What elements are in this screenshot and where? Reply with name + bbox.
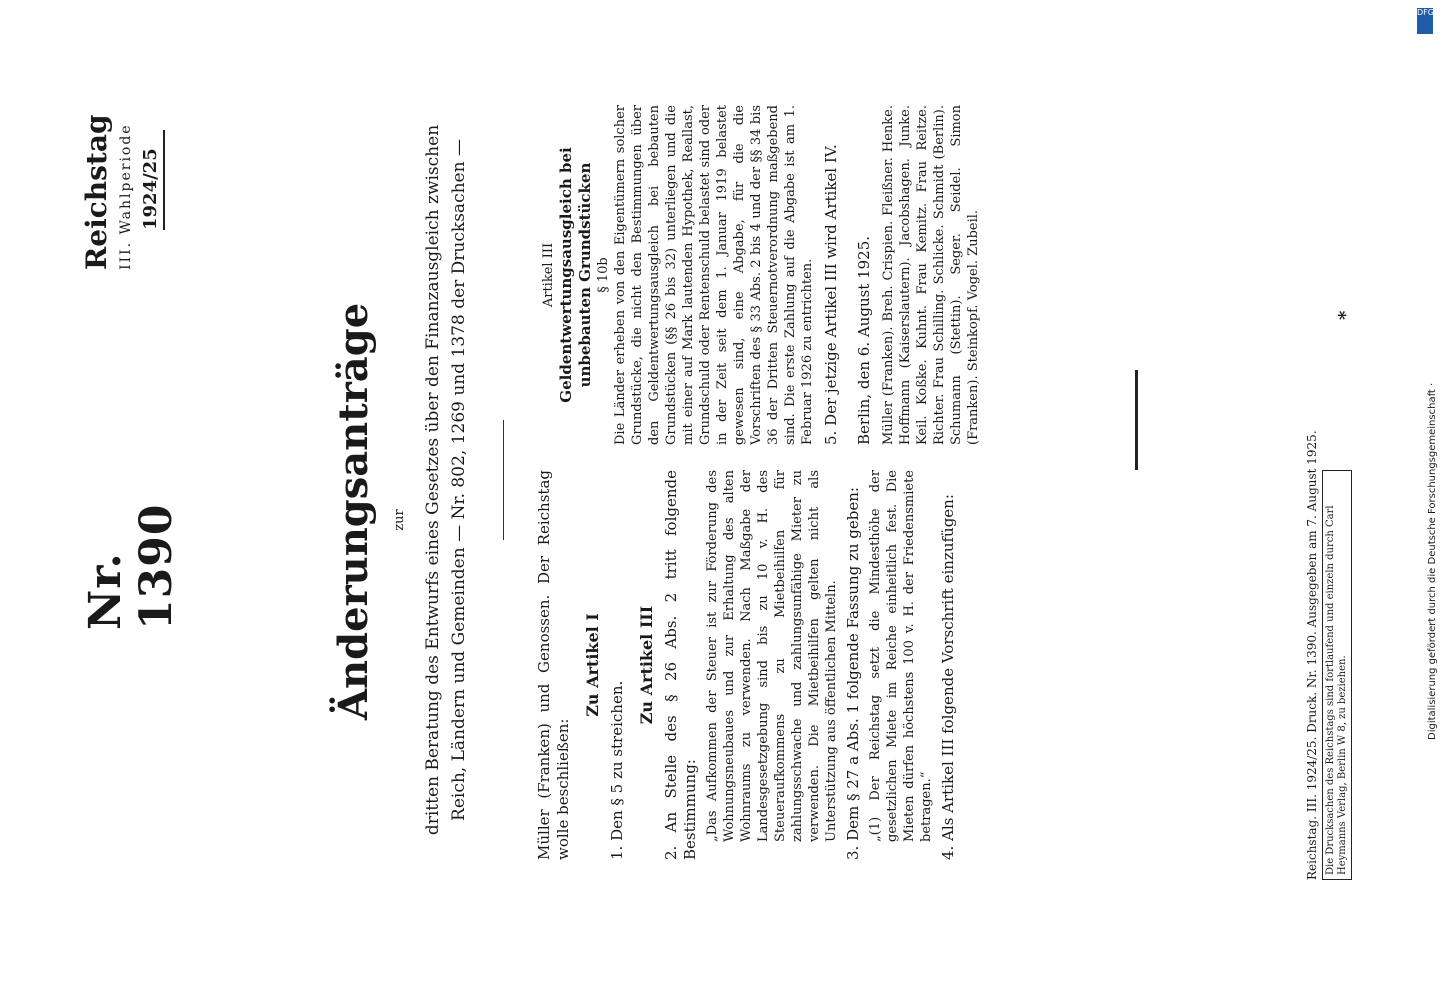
article-title: Geldentwertungsausgleich bei unbebauten Grundstücken — [557, 147, 594, 403]
motion-item-2-text: „Das Aufkommen der Steuer ist zur Förderung des Wohnungsneubaues und zur Erhaltung des alten Wohnraums zu verwenden. Nach Maßgabe der Landesgesetzgebung sind bis zu 10 v. H. des Steueraufkommens zu Mietbeihilfen für zahlungsschwache und zahlungsunfähige Mieter zu verwenden. Die Mietbeihilfen gelten nicht als Unterstützung aus öffentlichen Mitteln. — [705, 470, 839, 842]
motion-item-1: 1. Den § 5 zu streichen. — [608, 680, 626, 860]
article-label: Artikel III — [541, 242, 556, 308]
document-number: Nr. 1390 — [80, 503, 182, 630]
asterisk-mark: * — [1335, 310, 1356, 320]
publisher-notice: Die Drucksachen des Reichstags sind fortlaufend und einzeln durch Carl Heymanns Verlag, Berlin W 8, zu beziehen. — [1322, 470, 1352, 880]
reichstag-heading: Reichstag — [80, 114, 113, 270]
separator-rule — [503, 420, 504, 540]
period-label: III. Wahlperiode — [118, 123, 134, 270]
motion-item-2: 2. An Stelle des § 26 Abs. 2 tritt folgende Bestimmung: — [662, 470, 699, 860]
article-body: Die Länder erheben von den Eigentümern solcher Grundstücke, die nicht den Bestimmungen über den Geldentwertungsausgleich bei bebauten Grundstücken (§§ 26 bis 32) unterliegen und die mit einer auf Mark lautenden Hypothek, Reallast, Grundschuld oder Rentenschuld belastet sind oder in der Zeit seit dem 1. Januar 1919 belastet gewesen sind, eine Abgabe, für die die Vorschriften des § 33 Abs. 2 bis 4 und der §§ 34 bis 36 der Dritten Steuernotverordnung maßgebend sind. Die erste Zahlung auf die Abgabe ist am 1. Februar 1926 zu entrichten. — [613, 105, 815, 445]
place-date: Berlin, den 6. August 1925. — [855, 235, 873, 445]
title-connector: zur — [392, 509, 407, 531]
end-rule — [1135, 370, 1138, 470]
motion-item-5: 5. Der jetzige Artikel III wird Artikel IV. — [822, 144, 840, 445]
motion-item-3-text: „(1) Der Reichstag setzt die Mindesthöhe der gesetzlichen Miete im Reiche einheitlich fest. Die Mieten dürfen höchstens 100 v. H. der Friedensmiete betragen.“ — [868, 470, 934, 842]
left-column — [535, 470, 962, 860]
right-column — [540, 105, 988, 445]
funding-notice: Digitalisierung gefördert durch die Deutsche Forschungsgemeinschaft · — [1427, 382, 1438, 740]
heading-article-1: Zu Artikel I — [583, 613, 602, 717]
rotated-document-page — [40, 80, 1390, 960]
document-title: Änderungsanträge — [330, 302, 377, 720]
document-description: dritten Beratung des Entwurfs eines Gesetzes über den Finanzausgleich zwischen Reich, Ländern und Gemeinden — Nr. 802, 1269 und 1378 der Drucksachen — — [423, 124, 469, 836]
heading-article-3: Zu Artikel III — [637, 605, 656, 725]
motion-item-3: 3. Dem § 27 a Abs. 1 folgende Fassung zu geben: — [844, 487, 862, 860]
period-years: 1924/25 — [140, 130, 165, 230]
motion-intro: Müller (Franken) und Genossen. Der Reichstag wolle beschließen: — [535, 470, 572, 860]
section-number: § 10b — [596, 257, 611, 293]
dfg-logo-icon: DFG — [1417, 8, 1433, 34]
print-imprint: Reichstag. III. 1924/25. Druck. Nr. 1390. Ausgegeben am 7. August 1925. — [1305, 430, 1319, 880]
motion-item-4: 4. Als Artikel III folgende Vorschrift einzufügen: — [939, 494, 957, 860]
signatories: Müller (Franken). Breh. Crispien. Fleißner. Henke. Hoffmann (Kaiserslautern). Jacobshagen. Junke. Keil. Koßke. Kuhnt. Frau Kemitz. Frau Reitze. Richter. Frau Schilling. Schlicke. Schmidt (Berlin). Schumann (Stettin). Seger. Seidel. Simon (Franken). Steinkopf. Vogel. Zubeil. — [881, 105, 981, 445]
